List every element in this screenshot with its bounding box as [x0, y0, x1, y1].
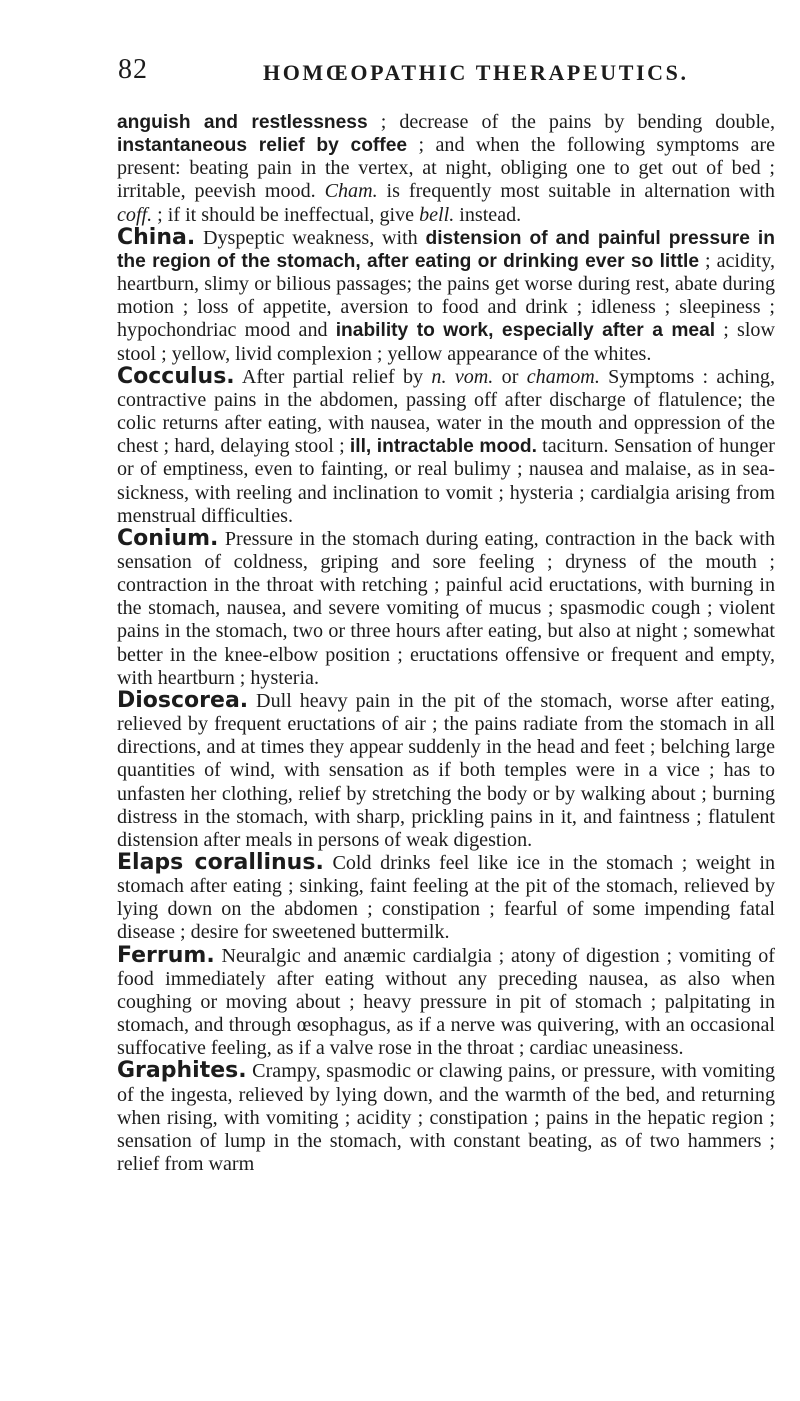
italic-text: chamom. [526, 365, 600, 388]
text-run: Cold drinks feel like ice in the stomach ; weight in stomach after eating ; sinking, faint feeling at the pit of the stomach, relieved by lying down on the abdomen ; constipation ; fearful of some impending fatal disease ; desire for sweetened buttermilk. [117, 852, 775, 944]
remedy-name: Conium. [117, 525, 219, 551]
paragraph [117, 363, 775, 528]
text-run: Crampy, spasmodic or clawing pains, or pressure, with vomiting of the ingesta, relieved by lying down, and the warmth of the bed, and returning when rising, with vomiting ; acidity ; constipation ; pains in the hepatic region ; sensation of lump in the stomach, with constant beating, as of two hammers ; relief from warm [117, 1060, 775, 1176]
paragraph-text [117, 687, 775, 851]
paragraph-text [117, 942, 775, 1060]
text-run: Neuralgic and anæmic cardialgia ; atony of digestion ; vomiting of food immediately after eating without any preceding nausea, as also when coughing or moving about ; heavy pressure in pit of stomach ; palpitating in stomach, and through œsophagus, as if a nerve was quivering, with an occasional suffocative feeling, as if a valve rose in the throat ; cardiac uneasiness. [117, 944, 775, 1060]
paragraph [117, 942, 775, 1061]
bold-text: instantaneous relief by coffee [117, 135, 408, 157]
text-run: Dull heavy pain in the pit of the stomach, worse after eating, relieved by frequent eructations of air ; the pains radiate from the stomach in all directions, and at times they appear suddenly in the head and feet ; belching large quantities of wind, with sensation as if both temples were in a vice ; has to unfasten her clothing, relief by stretching the body or by walking about ; burning distress in the stomach, with sharp, prickling pains in it, and faintness ; flatulent distension after meals in persons of weak digestion. [117, 689, 775, 851]
text-run: ; if it should be ineffectual, give [152, 203, 420, 226]
text-run: ; and when the following symptoms are present: beating pain in the vertex, at night, obliging one to get out of bed ; irritable, peevish mood. [117, 134, 775, 203]
text-run: ; acidity, heartburn, slimy or bilious passages; the pains get worse during rest, abate during motion ; loss of appetite, aversion to food and drink ; idleness ; sleepiness ; hypochondriac mood and [117, 249, 775, 342]
bold-text: ill, intractable mood. [349, 436, 537, 458]
paragraph-text [117, 363, 775, 527]
text-run: taciturn. Sensation of hunger or of emptiness, even to fainting, or real bulimy ; nausea and malaise, as in sea-sickness, with reeling and inclination to vomit ; hysteria ; cardialgia arising from menstrual difficulties. [117, 435, 775, 527]
text-run: ; decrease of the pains by bending double, [367, 111, 775, 133]
text-run: After partial relief by [234, 365, 432, 388]
body-text [117, 111, 775, 1176]
paragraph [117, 687, 775, 852]
running-head: HOMŒOPATHIC THERAPEUTICS. [263, 60, 689, 85]
text-run: or [493, 365, 527, 388]
italic-text: n. vom. [431, 365, 494, 388]
paragraph [117, 852, 775, 945]
text-run: ; slow stool ; yellow, livid complexion ; yellow appearance of the whites. [117, 319, 775, 365]
bold-text: anguish and restlessness [117, 112, 368, 133]
paragraph-text [117, 111, 775, 226]
text-run: Dyspeptic weakness, with [195, 226, 426, 249]
remedy-name: Cocculus. [117, 363, 235, 389]
paragraph [117, 224, 775, 366]
italic-text: Cham. [324, 180, 378, 203]
bold-text: inability to work, especially after a meal [335, 320, 716, 342]
text-run: instead. [454, 203, 522, 226]
text-run: Symptoms : aching, contractive pains in the abdomen, passing off after discharge of flatulence; the colic returns after eating, with nausea, water in the mouth and oppression of the chest ; hard, delaying stool ; [117, 365, 775, 458]
remedy-name: China. [117, 224, 196, 250]
paragraph [117, 1060, 775, 1176]
remedy-name: Elaps corallinus. [117, 850, 324, 875]
bold-text: distension of and painful pressure in the region of the stomach, after eating or drinking ever so little [117, 227, 775, 272]
paragraph-text [117, 525, 775, 689]
italic-text: coff. [117, 203, 153, 226]
text-run: is frequently most suitable in alternation with [377, 180, 775, 203]
page-number: 82 [118, 54, 148, 85]
paragraph [117, 111, 775, 227]
paragraph-text [117, 224, 775, 365]
text-run: Pressure in the stomach during eating, contraction in the back with sensation of coldness, griping and sore feeling ; dryness of the mouth ; contraction in the throat with retching ; painful acid eructations, with burning in the stomach, nausea, and severe vomiting of mucus ; spasmodic cough ; violent pains in the stomach, two or three hours after eating, but also at night ; somewhat better in the knee-elbow position ; eructations offensive or frequent and empty, with heartburn ; hysteria. [117, 527, 775, 689]
remedy-name: Graphites. [117, 1058, 247, 1084]
paragraph [117, 525, 775, 690]
remedy-name: Dioscorea. [117, 687, 249, 713]
italic-text: bell. [419, 203, 455, 226]
remedy-name: Ferrum. [117, 942, 215, 968]
